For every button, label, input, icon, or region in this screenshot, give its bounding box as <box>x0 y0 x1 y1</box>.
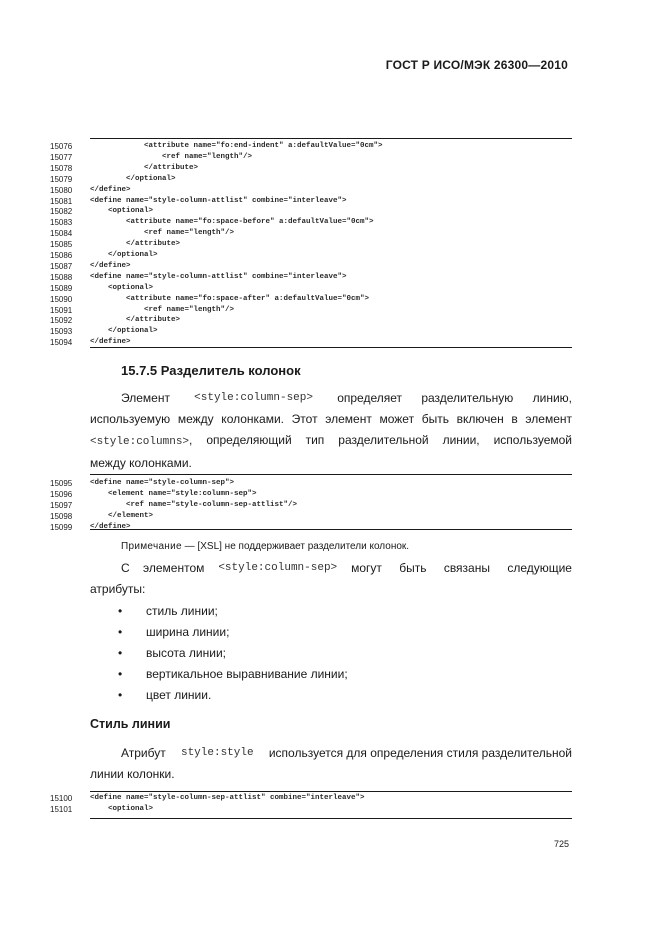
line-number: 15083 <box>50 218 73 228</box>
code-text: </optional> <box>90 327 158 336</box>
text-span: Атрибут <box>121 746 166 760</box>
page-number: 725 <box>553 839 569 849</box>
code-text: </define> <box>90 185 131 194</box>
line-number: 15089 <box>50 283 73 293</box>
code-block-2 <box>50 474 572 531</box>
text-span: могут быть связаны следующие <box>351 561 572 575</box>
code-span: <style:column-sep> <box>218 562 338 574</box>
bullet-icon: • <box>118 667 123 681</box>
line-number: 15087 <box>50 261 73 271</box>
list-item-text: стиль линии; <box>146 604 218 618</box>
para-line <box>90 558 572 579</box>
code-text: <optional> <box>90 207 154 216</box>
code-text: </optional> <box>90 174 176 183</box>
code-text: <define name="style-column-attlist" combine="interleave"> <box>90 196 347 205</box>
list-item <box>118 664 348 685</box>
code-text: <ref name="style-column-sep-attlist"/> <box>90 500 298 509</box>
line-number: 15081 <box>50 196 73 206</box>
code-text: <element name="style:column-sep"> <box>90 489 257 498</box>
para-line: атрибуты: <box>90 582 146 596</box>
code-text: <attribute name="fo:space-before" a:defaultValue="0cm"> <box>90 218 374 227</box>
line-number: 15100 <box>50 794 73 803</box>
line-number: 15093 <box>50 327 73 337</box>
code-text: </attribute> <box>90 163 199 172</box>
code-text: <define name="style-column-sep-attlist" combine="interleave"> <box>90 794 365 802</box>
attribute-list <box>118 601 348 706</box>
list-item-text: ширина линии; <box>146 625 230 639</box>
bullet-icon: • <box>118 646 123 660</box>
line-number: 15076 <box>50 142 73 151</box>
text-span: , определяющий тип разделительной линии, используемой <box>189 433 572 447</box>
code-span: <style:column-sep> <box>194 392 313 404</box>
line-number: 15095 <box>50 479 73 488</box>
list-item <box>118 643 348 664</box>
list-item <box>118 622 348 643</box>
list-item <box>118 685 348 706</box>
line-number: 15097 <box>50 500 73 510</box>
line-number: 15085 <box>50 240 73 250</box>
code-span: <style:columns> <box>90 436 190 448</box>
line-number: 15090 <box>50 294 73 304</box>
line-number: 15080 <box>50 185 73 195</box>
text-span: определяет разделительную линию, <box>337 391 572 405</box>
code-text: <ref name="length"/> <box>90 305 235 314</box>
text-span: Элемент <box>121 391 170 405</box>
line-number: 15091 <box>50 305 73 315</box>
code-block-top-rule <box>90 138 572 139</box>
section-title: 15.7.5 Разделитель колонок <box>121 363 301 378</box>
list-item-text: вертикальное выравнивание линии; <box>146 667 348 681</box>
code-block-top-rule <box>90 474 572 475</box>
code-text: </define> <box>90 338 131 347</box>
para-line <box>90 388 572 409</box>
line-number: 15082 <box>50 207 73 217</box>
paragraph-style-attribute <box>90 743 572 785</box>
code-text: </define> <box>90 261 131 270</box>
note-text: — [XSL] не поддерживает разделители колонок. <box>181 541 410 552</box>
paragraph-column-sep-intro <box>90 388 572 474</box>
list-item <box>118 601 348 622</box>
bullet-icon: • <box>118 688 123 702</box>
line-number: 15088 <box>50 272 73 282</box>
list-item-text: цвет линии. <box>146 688 212 702</box>
code-text: </element> <box>90 511 154 520</box>
code-block-1 <box>50 138 572 350</box>
code-text: <ref name="length"/> <box>90 229 235 238</box>
line-number: 15098 <box>50 511 73 521</box>
text-span: С элементом <box>121 561 205 575</box>
bullet-icon: • <box>118 625 123 639</box>
code-text: </optional> <box>90 251 158 259</box>
code-text: <optional> <box>90 804 154 813</box>
subsection-heading: Стиль линии <box>90 717 171 731</box>
code-text: <ref name="length"/> <box>90 152 253 161</box>
code-text: </attribute> <box>90 240 181 249</box>
line-number: 15078 <box>50 163 73 173</box>
line-number: 15101 <box>50 804 73 814</box>
code-text: <attribute name="fo:end-indent" a:defaultValue="0cm"> <box>90 142 383 150</box>
line-number: 15094 <box>50 338 73 348</box>
code-block-3 <box>50 791 572 821</box>
line-number: 15096 <box>50 489 73 499</box>
para-line <box>90 743 572 764</box>
code-text: <attribute name="fo:space-after" a:defaultValue="0cm"> <box>90 294 370 303</box>
code-text: <optional> <box>90 283 154 292</box>
note <box>121 541 409 552</box>
line-number: 15079 <box>50 174 73 184</box>
para-line <box>90 430 572 453</box>
paragraph-column-sep-attributes <box>90 558 572 600</box>
code-block-bottom-rule <box>90 818 572 819</box>
bullet-icon: • <box>118 604 123 618</box>
note-label: Примечание <box>121 541 182 552</box>
document-header: ГОСТ Р ИСО/МЭК 26300—2010 <box>385 58 568 72</box>
para-line: между колонками. <box>90 456 192 470</box>
code-text: </attribute> <box>90 316 181 325</box>
code-block-top-rule <box>90 791 572 792</box>
code-text: </define> <box>90 522 131 531</box>
para-line: линии колонки. <box>90 767 175 781</box>
line-number: 15099 <box>50 522 73 532</box>
para-line: используемую между колонками. Этот элемент может быть включен в элемент <box>90 412 572 426</box>
line-number: 15084 <box>50 229 73 239</box>
line-number: 15086 <box>50 251 73 260</box>
line-number: 15077 <box>50 152 73 162</box>
line-number: 15092 <box>50 316 73 326</box>
code-block-bottom-rule <box>90 347 572 348</box>
code-text: <define name="style-column-attlist" combine="interleave"> <box>90 272 347 281</box>
code-span: style:style <box>180 747 254 759</box>
text-span: используется для определения стиля разделительной <box>268 746 572 760</box>
code-block-bottom-rule <box>90 529 572 530</box>
list-item-text: высота линии; <box>146 646 226 660</box>
code-text: <define name="style-column-sep"> <box>90 479 235 487</box>
